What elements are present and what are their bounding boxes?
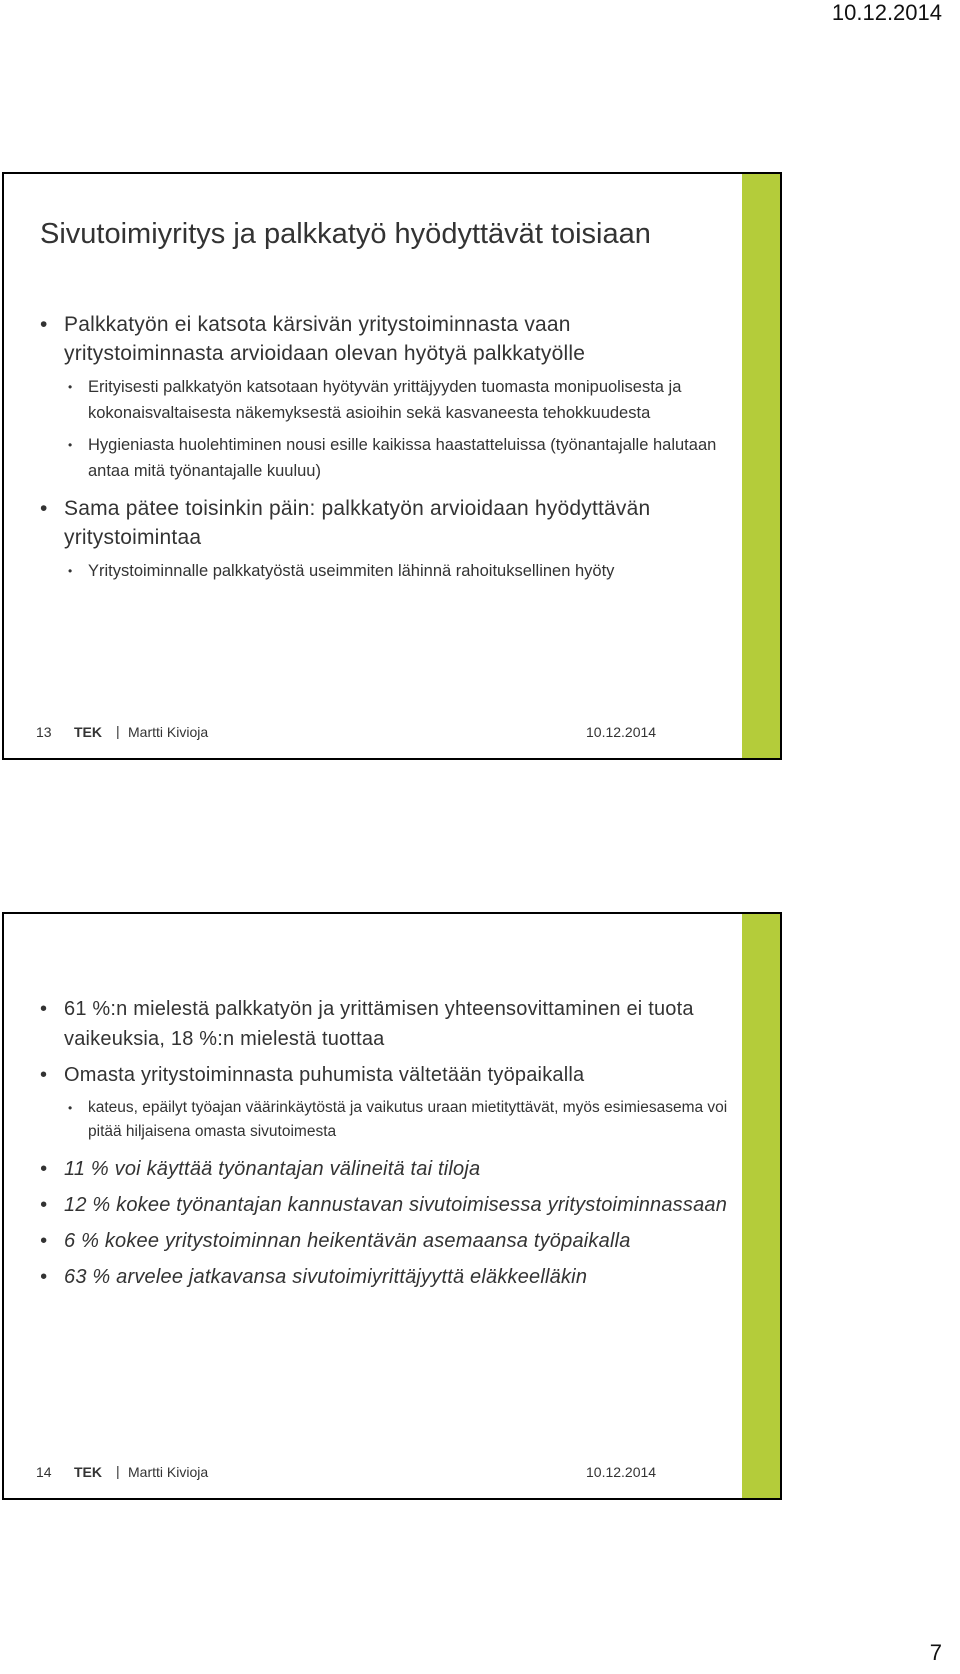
author-name: Martti Kivioja [128,1464,209,1480]
bullet-item: • 11 % voi käyttää työnantajan välineitä tai tiloja [38,1154,728,1184]
bullet-item: • 61 %:n mielestä palkkatyön ja yrittämisen yhteensovittaminen ei tuota vaikeuksia, 18 %:n mielestä tuottaa [38,994,728,1054]
footer-separator: | [116,1463,120,1479]
slide-number: 14 [36,1464,52,1480]
organization-name: TEK [74,1464,102,1480]
author-name: Martti Kivioja [128,724,209,740]
bullet-item: • 6 % kokee yritystoiminnan heikentävän asemaansa työpaikalla [38,1226,728,1256]
bullet-item: • 63 % arvelee jatkavansa sivutoimiyrittäjyyttä eläkkeelläkin [38,1262,728,1292]
slide-14 [2,912,782,1500]
sub-bullet-item: • Hygieniasta huolehtiminen nousi esille kaikissa haastatteluissa (työnantajalle halutaan antaa mitä työnantajalle kuuluu) [38,432,728,484]
slide-footer [36,724,696,744]
bullet-item: • Sama pätee toisinkin päin: palkkatyön arvioidaan hyödyttävän yritystoimintaa [38,494,728,552]
accent-bar [742,174,780,758]
bullet-list [38,310,728,584]
slide-footer [36,1464,696,1484]
sub-bullet-item: • Yritystoiminnalle palkkatyöstä useimmiten lähinnä rahoituksellinen hyöty [38,558,728,584]
organization-name: TEK [74,724,102,740]
slide-13 [2,172,782,760]
slide-date: 10.12.2014 [586,1464,657,1480]
page-header-date: 10.12.2014 [831,0,942,25]
slide-number: 13 [36,724,52,740]
slide-title: Sivutoimiyritys ja palkkatyö hyödyttävät toisiaan [40,218,651,250]
footer-separator: | [116,723,120,739]
sub-bullet-item: • kateus, epäilyt työajan väärinkäytöstä ja vaikutus uraan mietityttävät, myös esimiesasema voi pitää hiljaisena omasta sivutoimesta [38,1096,728,1144]
sub-bullet-item: • Erityisesti palkkatyön katsotaan hyötyvän yrittäjyyden tuomasta monipuolisesta ja kokonaisvaltaisesta näkemyksestä asioihin sekä kasvaneesta tehokkuudesta [38,374,728,426]
bullet-item: • 12 % kokee työnantajan kannustavan sivutoimisessa yritystoiminnassaan [38,1190,728,1220]
bullet-item: • Omasta yritystoiminnasta puhumista vältetään työpaikalla [38,1060,728,1090]
bullet-item: • Palkkatyön ei katsota kärsivän yritystoiminnasta vaan yritystoiminnasta arvioidaan olevan hyötyä palkkatyölle [38,310,728,368]
slide-date: 10.12.2014 [586,724,657,740]
page-number: 7 [929,1640,942,1665]
bullet-list [38,994,728,1292]
accent-bar [742,914,780,1498]
